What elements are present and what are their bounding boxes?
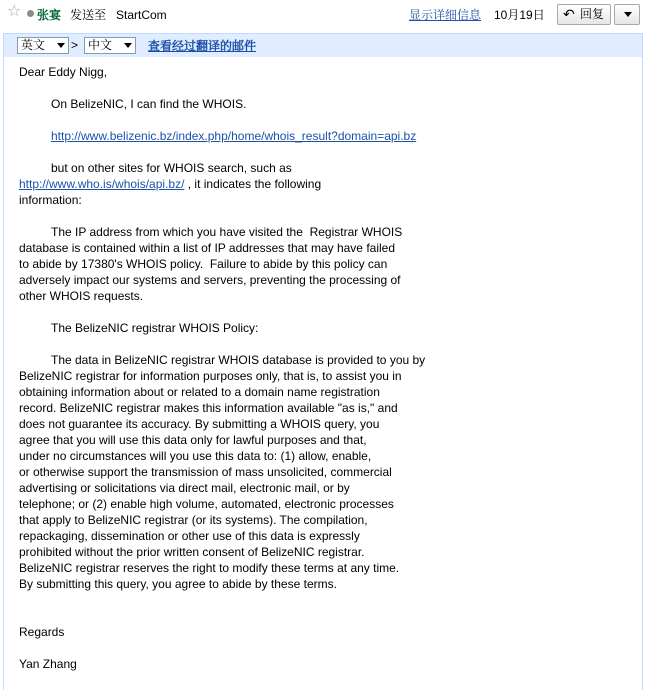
belizenic-whois-link[interactable]: http://www.belizenic.bz/index.php/home/whois_result?domain=api.bz [51, 129, 417, 143]
reply-arrow-icon: ↶ [563, 6, 575, 22]
target-language-value: 中文 [88, 38, 113, 52]
source-language-value: 英文 [21, 38, 46, 52]
whois-link[interactable]: http://www.who.is/whois/api.bz/ [19, 177, 185, 191]
quote-line: record. BelizeNIC registrar makes this information available "as is," and [19, 401, 398, 415]
quote-line: to abide by 17380's WHOIS policy. Failure to abide by this policy can [19, 257, 388, 271]
quote-line: advertising or solicitations via direct mail, electronic mail, or by [19, 481, 350, 495]
quote-line: that apply to BelizeNIC registrar (or its systems). The compilation, [19, 513, 368, 527]
to-label: 发送至 [70, 8, 107, 22]
signature: Yan Zhang [19, 657, 77, 671]
quote-line: under no circumstances will you use this data to: (1) allow, enable, [19, 449, 372, 463]
quote-line: The IP address from which you have visited the Registrar WHOIS [51, 225, 403, 239]
translate-bar [4, 33, 642, 57]
body-text: information: [19, 193, 82, 207]
message-body [19, 64, 619, 672]
quote-line: By submitting this query, you agree to abide by these terms. [19, 577, 337, 591]
quote-line: BelizeNIC registrar for information purposes only, that is, to assist you in [19, 369, 402, 383]
body-text: , it indicates the following [184, 177, 322, 191]
language-arrow: > [71, 38, 79, 52]
quote-line: database is contained within a list of IP addresses that may have failed [19, 241, 396, 255]
star-icon[interactable]: ☆ [7, 3, 22, 20]
body-paragraph: but on other sites for WHOIS search, such as [51, 161, 292, 175]
quote-line: The data in BelizeNIC registrar WHOIS database is provided to you by [51, 353, 426, 367]
quote-line: telephone; or (2) enable high volume, automated, electronic processes [19, 497, 394, 511]
quote-line: does not guarantee its accuracy. By submitting a WHOIS query, you [19, 417, 380, 431]
chevron-down-icon [624, 12, 632, 17]
target-language-select[interactable] [84, 37, 136, 54]
show-details-link[interactable]: 显示详细信息 [409, 8, 482, 22]
view-translated-link[interactable]: 查看经过翻译的邮件 [148, 39, 257, 53]
quote-line: adversely impact our systems and servers, preventing the processing of [19, 273, 401, 287]
closing: Regards [19, 625, 65, 639]
source-language-select[interactable] [17, 37, 69, 54]
recipient-name: StartCom [116, 8, 167, 22]
greeting: Dear Eddy Nigg, [19, 65, 108, 79]
body-paragraph: On BelizeNIC, I can find the WHOIS. [51, 97, 247, 111]
sender-name[interactable]: 张宴 [37, 8, 62, 22]
quote-line: BelizeNIC registrar reserves the right to modify these terms at any time. [19, 561, 400, 575]
reply-label: 回复 [580, 7, 605, 21]
quote-line: prohibited without the prior written consent of BelizeNIC registrar. [19, 545, 365, 559]
more-actions-button[interactable] [614, 4, 640, 25]
quote-line: obtaining information about or related to a domain name registration [19, 385, 380, 399]
quote-line: or otherwise support the transmission of mass unsolicited, commercial [19, 465, 392, 479]
quote-line: agree that you will use this data only for lawful purposes and that, [19, 433, 367, 447]
reply-button[interactable] [557, 4, 611, 25]
quote-line: repackaging, dissemination or other use of this data is expressly [19, 529, 360, 543]
chevron-down-icon [57, 43, 65, 48]
quote-line: other WHOIS requests. [19, 289, 144, 303]
policy-title: The BelizeNIC registrar WHOIS Policy: [51, 321, 259, 335]
chevron-down-icon [124, 43, 132, 48]
message-date: 10月19日 [494, 8, 545, 22]
online-status-icon [27, 10, 34, 17]
message-header [0, 0, 647, 33]
